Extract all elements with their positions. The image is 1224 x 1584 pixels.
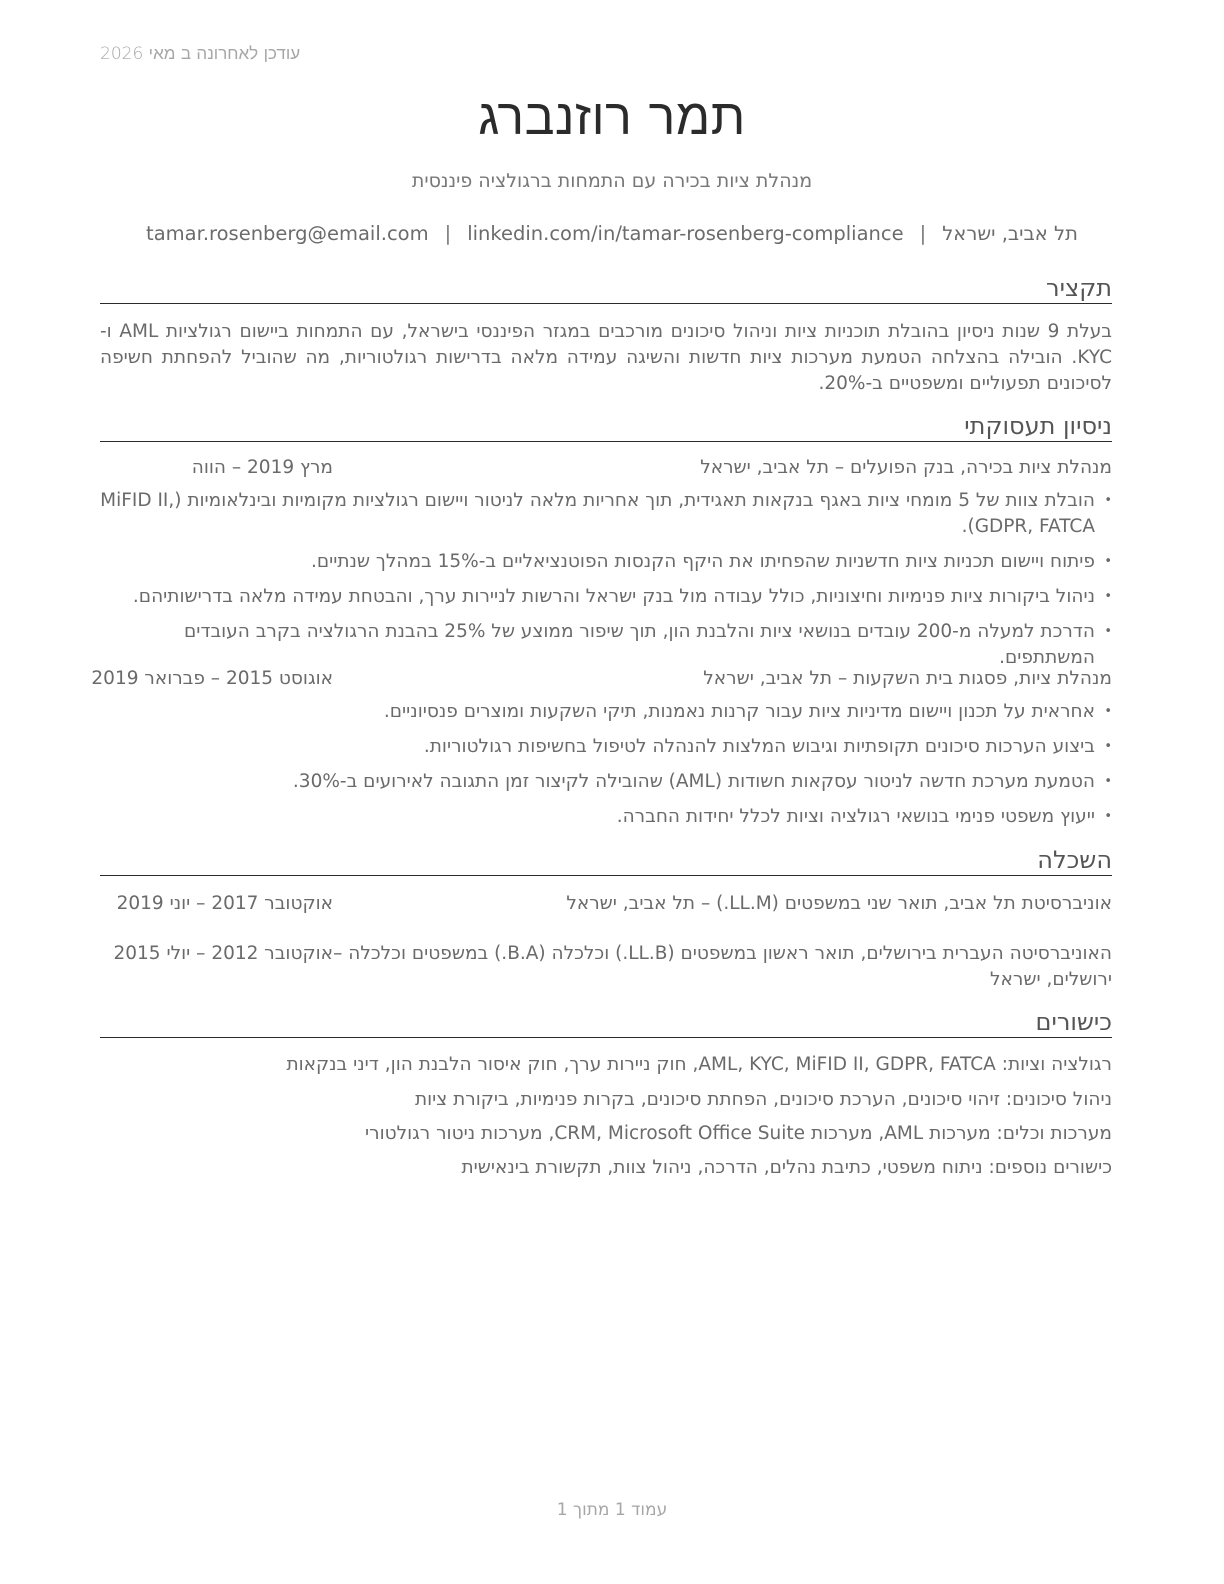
list-item: • ניהול ביקורות ציות פנימיות וחיצוניות, כולל עבודה מול בנק ישראל והרשות לניירות ערך, והבטחת עמידה מלאה בדרישותיהם. <box>100 584 1112 610</box>
contact-separator: | <box>444 222 452 245</box>
list-item: • הובלת צוות של 5 מומחי ציות באגף בנקאות תאגידית, תוך אחריות מלאה לניטור ויישום רגולציות מקומיות ובינלאומיות (MiFID II, GDPR, FATCA). <box>100 488 1112 540</box>
skill-line: ניהול סיכונים: זיהוי סיכונים, הערכת סיכונים, הפחתת סיכונים, בקרות פנימיות, ביקורת ציות <box>414 1089 1112 1110</box>
list-item: • פיתוח ויישום תכניות ציות חדשניות שהפחיתו את היקף הקנסות הפוטנציאליים ב-15% במהלך שנתיים. <box>100 549 1112 575</box>
list-item: • אחראית על תכנון ויישום מדיניות ציות עבור קרנות נאמנות, תיקי השקעות ומוצרים פנסיוניים. <box>100 699 1112 725</box>
list-item: • הדרכת למעלה מ-200 עובדים בנושאי ציות והלבנת הון, תוך שיפור ממוצע של 25% בהבנת הרגולציה בקרב העובדים המשתתפים. <box>100 619 1112 671</box>
education-2-dates: אוקטובר 2012 – יולי 2015 <box>113 943 333 964</box>
job-1-dates: מרץ 2019 – הווה <box>191 457 333 478</box>
job-1-header <box>100 457 1112 483</box>
last-updated: עודכן לאחרונה ב מאי 2026 <box>100 44 301 64</box>
contact-linkedin[interactable]: linkedin.com/in/tamar-rosenberg-compliance <box>467 222 904 245</box>
candidate-title: מנהלת ציות בכירה עם התמחות ברגולציה פיננסית <box>411 170 813 192</box>
summary-text: בעלת 9 שנות ניסיון בהובלת תוכניות ציות וניהול סיכונים מורכבים במגזר הפיננסי בישראל, עם התמחות ביישום רגולציות AML ו-KYC. הובילה בהצלחה הטמעת מערכות ציות חדשות והשיגה עמידה מלאה בדרישות רגולטוריות, מה שהוביל להפחתת חשיפה לסיכונים תפעוליים ומשפטיים ב-20%. <box>100 321 1112 394</box>
skills-heading: כישורים <box>100 1008 1112 1038</box>
job-1-title: מנהלת ציות בכירה, בנק הפועלים – תל אביב, ישראל <box>700 457 1112 478</box>
job-2-bullets <box>100 699 1112 839</box>
job-2-header <box>91 668 1112 694</box>
list-item: • ביצוע הערכות סיכונים תקופתיות וגיבוש המלצות להנהלה לטיפול בחשיפות רגולטוריות. <box>100 734 1112 760</box>
education-heading: השכלה <box>100 846 1112 876</box>
skill-line: רגולציה וציות: AML, KYC, MiFID II, GDPR, FATCA, חוק ניירות ערך, חוק איסור הלבנת הון, דיני בנקאות <box>286 1054 1112 1075</box>
education-1-title: אוניברסיטת תל אביב, תואר שני במשפטים (LL.M.) – תל אביב, ישראל <box>566 893 1112 914</box>
skill-line: כישורים נוספים: ניתוח משפטי, כתיבת נהלים, הדרכה, ניהול צוות, תקשורת בינאישית <box>461 1157 1112 1178</box>
job-1-bullets <box>100 488 1112 680</box>
job-2-title: מנהלת ציות, פסגות בית השקעות – תל אביב, ישראל <box>703 668 1112 689</box>
education-1-dates: אוקטובר 2017 – יוני 2019 <box>116 893 333 914</box>
candidate-name: תמר רוזנברג <box>478 88 746 146</box>
contact-email[interactable]: tamar.rosenberg@email.com <box>146 222 429 245</box>
experience-heading: ניסיון תעסוקתי <box>100 412 1112 442</box>
education-item-1 <box>100 893 1112 919</box>
page-number: עמוד 1 מתוך 1 <box>556 1500 668 1520</box>
contact-separator: | <box>919 222 927 245</box>
list-item: • הטמעת מערכת חדשה לניטור עסקאות חשודות (AML) שהובילה לקיצור זמן התגובה לאירועים ב-30%. <box>100 769 1112 795</box>
education-item-2 <box>100 941 1112 993</box>
list-item: • ייעוץ משפטי פנימי בנושאי רגולציה וציות לכלל יחידות החברה. <box>100 804 1112 830</box>
education-2-title: האוניברסיטה העברית בירושלים, תואר ראשון במשפטים (LL.B.) וכלכלה (B.A.) במשפטים וכלכלה – ירושלים, ישראל <box>333 943 1112 990</box>
contact-line <box>0 222 1224 245</box>
job-2-dates: אוגוסט 2015 – פברואר 2019 <box>91 668 333 689</box>
skill-line: מערכות וכלים: מערכות AML, מערכות CRM, Microsoft Office Suite, מערכות ניטור רגולטורי <box>365 1123 1112 1144</box>
summary-heading: תקציר <box>100 274 1112 304</box>
contact-location: תל אביב, ישראל <box>942 222 1078 245</box>
